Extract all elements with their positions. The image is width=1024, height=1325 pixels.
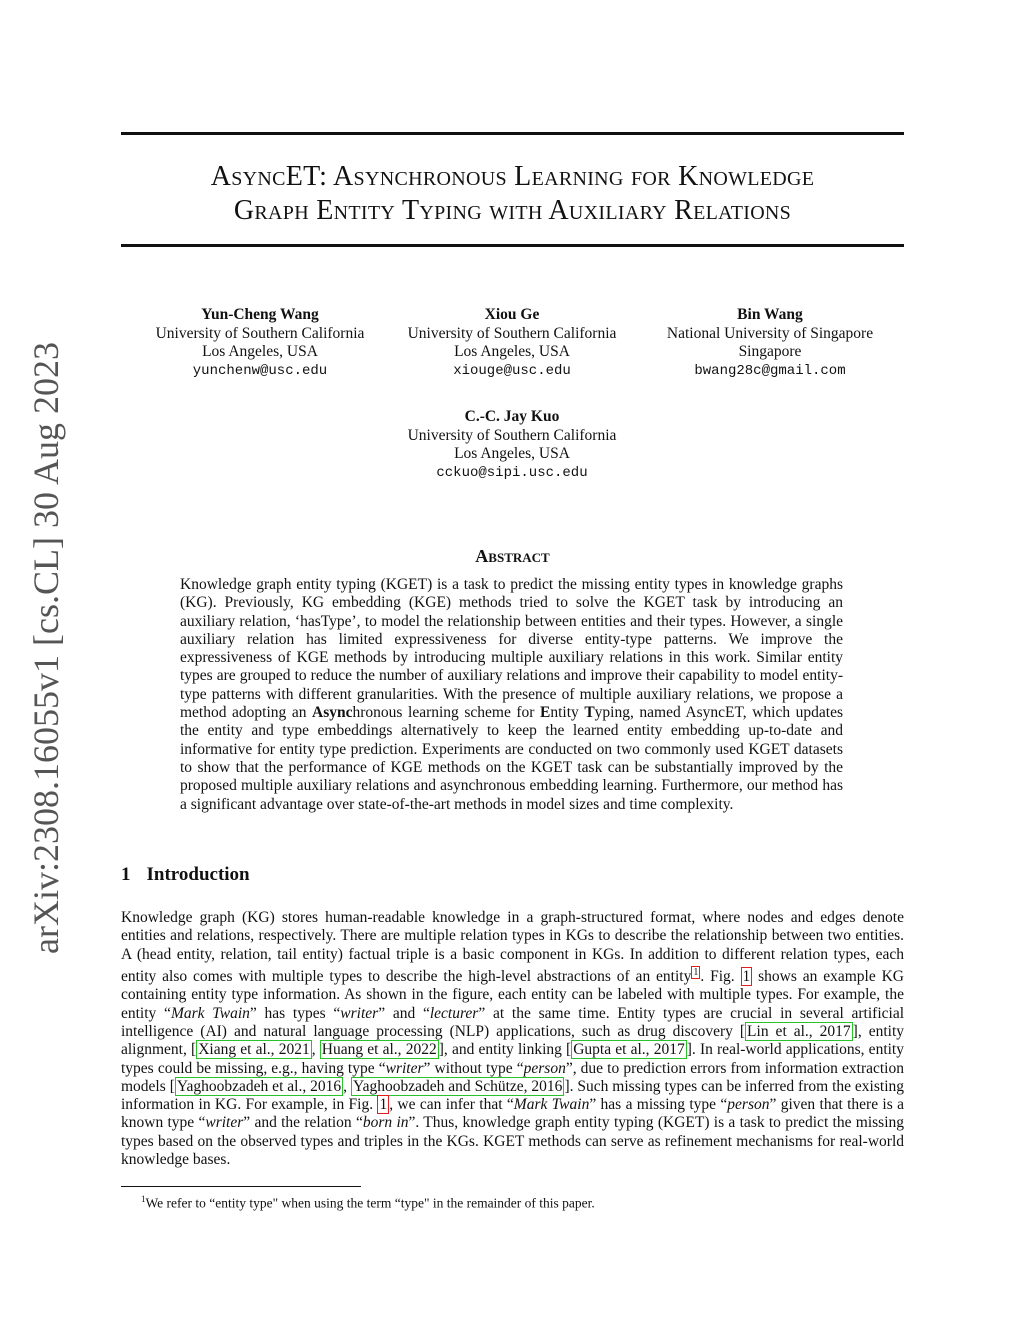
body-text: ” and “ (378, 1004, 430, 1022)
body-italic: Mark Twain (513, 1096, 590, 1114)
author-affiliation: University of Southern California (407, 324, 617, 342)
body-text: ”, due to prediction errors from information extraction models [ (121, 1059, 904, 1095)
footnote-rule (121, 1186, 361, 1187)
body-italic: person (727, 1096, 770, 1114)
body-text: ” at the same time. Entity types are crucial in several artificial intelligence (AI) and natural language processing (NLP) applications, such as drug discovery [ (121, 1004, 905, 1040)
citation-link[interactable]: Lin et al., 2017 (747, 1022, 851, 1040)
abstract-text: yping, named AsyncET, which updates the entity and type embeddings alternatively to keep the learned entity embedding up-to-date and informative for entity type prediction. Experiments are conducted on two commonly used KGET datasets to show that the performance of KGE methods on the KGET task can be substantially improved by the proposed multiple auxiliary relations and asynchronous embedding learning. Furthermore, our method has a significant advantage over state-of-the-art methods in model sizes and time complexity. (180, 704, 844, 813)
body-text: ], and entity linking [ (438, 1041, 572, 1059)
body-text: ], entity alignment, [ (121, 1022, 904, 1059)
abstract-text: ntity (550, 704, 585, 722)
title-line-2: Graph Entity Typing with Auxiliary Relations (233, 195, 792, 226)
author-affiliation: National University of Singapore (666, 324, 874, 342)
author-block (640, 306, 900, 380)
paper-title (121, 160, 904, 228)
body-text: ” without type “ (423, 1059, 524, 1077)
body-italic: born in (362, 1114, 409, 1132)
arxiv-identifier: arXiv:2308.16055v1 [cs.CL] 30 Aug 2023 (26, 342, 66, 954)
author-name: Yun-Cheng Wang (201, 306, 319, 323)
figure-link[interactable]: 1 (379, 1096, 388, 1114)
footnote-mark: 1 (141, 1194, 146, 1204)
abstract-text: Knowledge graph entity typing (KGET) is a task to predict the missing entity types in knowledge graphs (KG). Previously, KG embedding (KGE) methods tried to solve the KGET task by introducing an auxiliary relation, ‘hasType’, to model the relationship between entities and their types. However, a single auxiliary relation has limited expressiveness for diverse entity-type patterns. We improve the expressiveness of KGE methods by introducing multiple auxiliary relations in this work. Similar entity types are grouped to reduce the number of auxiliary relations and improve their capability to model entity-type patterns with different granularities. With the presence of multiple auxiliary relations, we propose a method adopting an (180, 576, 843, 722)
author-block (382, 408, 642, 482)
author-email[interactable]: xiouge@usc.edu (453, 362, 571, 379)
body-text: ]. In real-world applications, entity types could be missing, e.g., having type “ (121, 1041, 904, 1077)
body-italic: writer (385, 1059, 424, 1077)
author-name: Bin Wang (737, 306, 803, 323)
abstract-bold: Async (312, 704, 353, 722)
author-affiliation: University of Southern California (155, 324, 365, 342)
body-italic: Mark Twain (170, 1004, 250, 1022)
body-text: ]. Such missing types can be inferred from the existing information in KG. For example, in Fig. (121, 1077, 905, 1114)
body-text: ” and the relation “ (243, 1114, 363, 1132)
citation-link[interactable]: Xiang et al., 2021 (198, 1041, 310, 1059)
body-italic: person (523, 1059, 566, 1077)
author-name: Xiou Ge (484, 306, 540, 323)
body-text: ”. Thus, knowledge graph entity typing (KGET) is a task to predict the missing types based on the observed types and triples in the KGs. KGET methods can serve as refinement mechanisms for real-world knowledge bases. (121, 1114, 905, 1169)
body-text: ” given that there is a known type “ (121, 1096, 904, 1132)
introduction-paragraph (121, 909, 904, 1169)
author-email[interactable]: cckuo@sipi.usc.edu (436, 464, 588, 481)
abstract-body (180, 576, 843, 814)
author-location: Los Angeles, USA (454, 445, 570, 462)
body-text: . Fig. (700, 968, 741, 986)
section-heading (121, 864, 250, 886)
title-line-1: AsyncET: Asynchronous Learning for Knowledge (210, 161, 815, 192)
abstract-text: hronous learning scheme for (352, 704, 540, 722)
section-number: 1 (121, 864, 131, 885)
author-block (382, 306, 642, 380)
author-email[interactable]: yunchenw@usc.edu (192, 362, 328, 379)
body-text: , (343, 1077, 351, 1095)
body-text: , we can infer that “ (389, 1096, 514, 1114)
citation-link[interactable]: Yaghoobzadeh and Schütze, 2016 (352, 1077, 563, 1095)
body-text: , (311, 1041, 320, 1059)
footnote-link[interactable]: 1 (693, 966, 699, 978)
citation-link[interactable]: Gupta et al., 2017 (573, 1041, 685, 1059)
body-text: ” has types “ (249, 1004, 341, 1022)
footnote (141, 1191, 595, 1212)
body-italic: writer (340, 1004, 379, 1022)
abstract-bold: T (584, 704, 595, 722)
author-location: Los Angeles, USA (202, 343, 318, 360)
body-text: Knowledge graph (KG) stores human-readable knowledge in a graph-structured format, where nodes and edges denote entities and relations, respectively. There are multiple relation types in KGs to describe the relationship between two entities. A (head entity, relation, tail entity) factual triple is a basic component in KGs. In addition to different relation types, each entity also comes with multiple types to describe the high-level abstractions of an entity (121, 909, 904, 986)
body-text: shows an example KG containing entity type information. As shown in the figure, each entity can be labeled with multiple types. For example, the entity “ (121, 968, 904, 1022)
body-text: ” has a missing type “ (589, 1096, 728, 1114)
section-title: Introduction (146, 864, 250, 885)
author-affiliation: University of Southern California (407, 426, 617, 444)
title-top-rule (121, 132, 904, 135)
footnote-text: We refer to “entity type" when using the term “type" in the remainder of this paper. (145, 1195, 595, 1211)
citation-link[interactable]: Huang et al., 2022 (321, 1041, 437, 1059)
abstract-heading: Abstract (475, 546, 550, 566)
author-location: Singapore (738, 343, 802, 360)
abstract-bold: E (540, 704, 551, 722)
author-name: C.-C. Jay Kuo (464, 408, 560, 425)
figure-link[interactable]: 1 (742, 968, 751, 986)
author-block (130, 306, 390, 380)
title-bottom-rule (121, 244, 904, 247)
citation-link[interactable]: Yaghoobzadeh et al., 2016 (176, 1077, 342, 1095)
body-italic: writer (205, 1114, 244, 1132)
author-location: Los Angeles, USA (454, 343, 570, 360)
body-italic: lecturer (429, 1004, 479, 1022)
author-email[interactable]: bwang28c@gmail.com (694, 362, 846, 379)
